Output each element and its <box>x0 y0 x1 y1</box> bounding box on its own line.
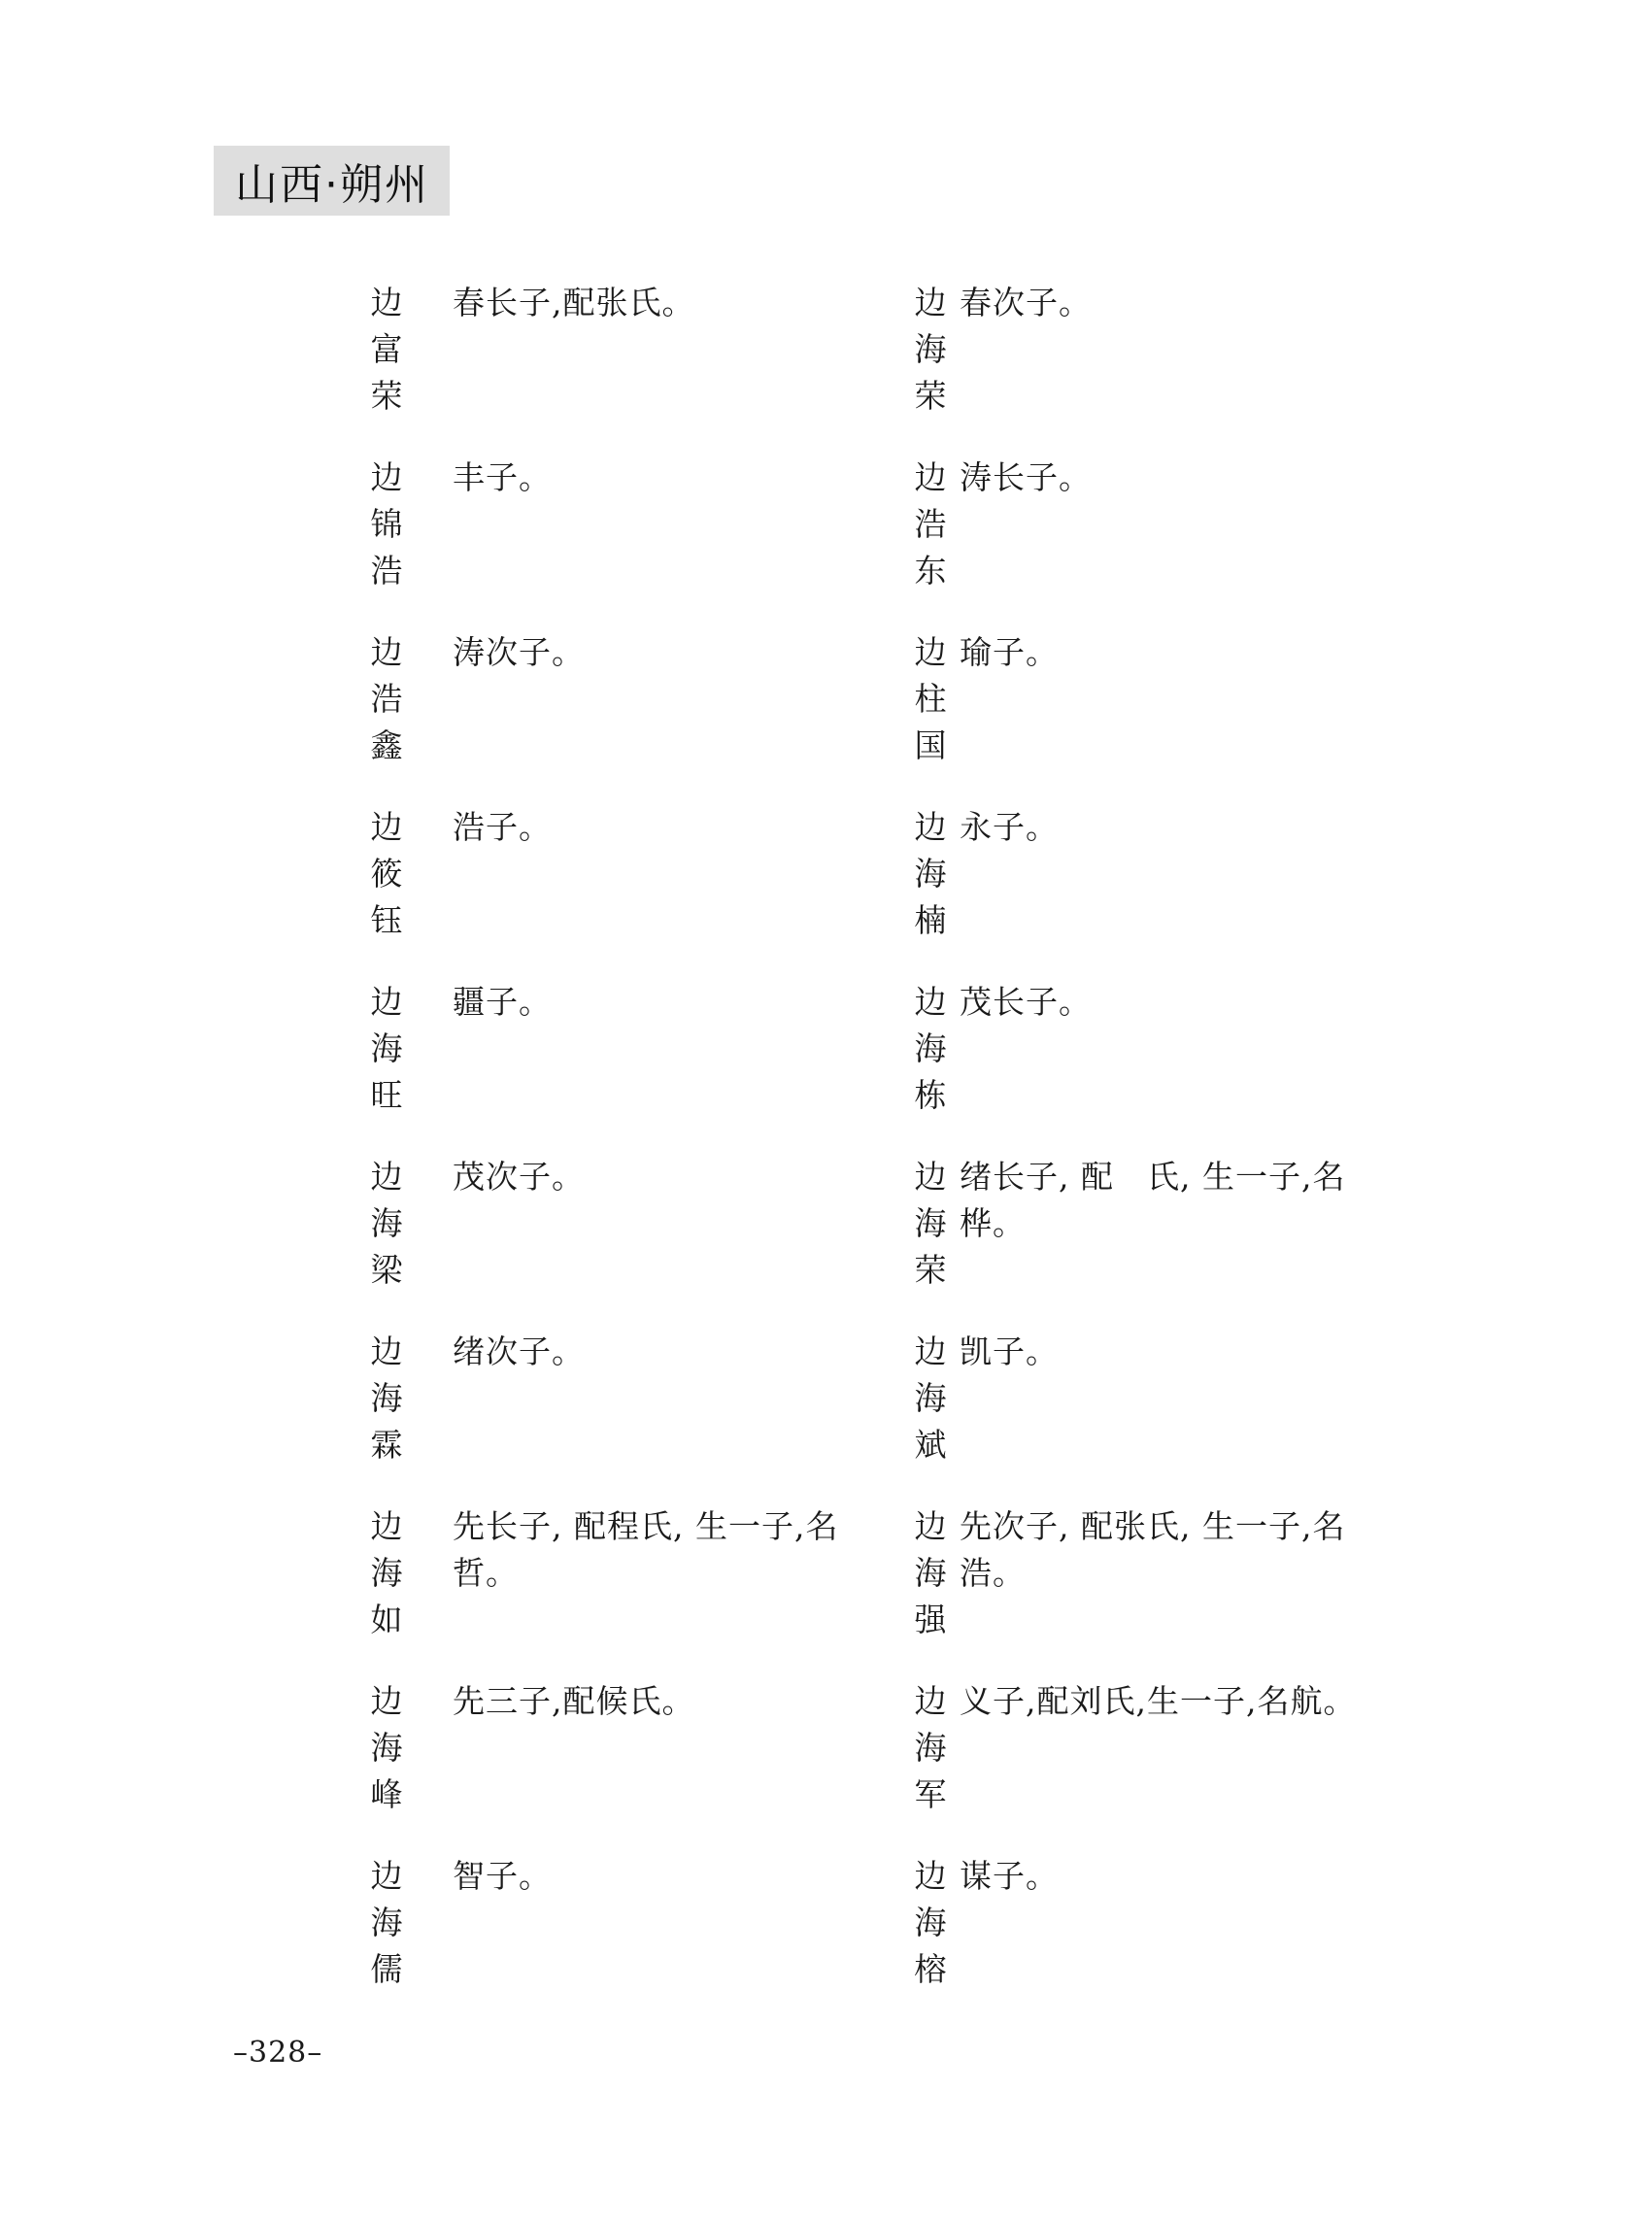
genealogy-entry <box>369 455 913 629</box>
genealogy-entry <box>913 1678 1457 1853</box>
entry-description: 永子。 <box>960 808 1059 846</box>
entry-description: 绪长子, 配 氏, 生一子,名桦。 <box>960 1158 1346 1242</box>
genealogy-entry <box>369 1154 913 1329</box>
section-title: 山西·朔州 <box>235 160 429 210</box>
entry-description: 谋子。 <box>960 1857 1059 1895</box>
entry-name: 边海旺 <box>370 983 403 1114</box>
genealogy-entry <box>913 1154 1457 1329</box>
entry-name: 边海强 <box>914 1507 947 1638</box>
genealogy-entry <box>913 1329 1457 1503</box>
entry-description: 凯子。 <box>960 1332 1059 1370</box>
genealogy-entries <box>369 280 1457 2028</box>
entry-name: 边浩鑫 <box>370 633 403 764</box>
section-header <box>214 146 450 216</box>
genealogy-entry <box>369 804 913 979</box>
entry-description: 茂长子。 <box>960 983 1092 1021</box>
entry-description: 涛次子。 <box>453 633 585 671</box>
genealogy-entry <box>913 804 1457 979</box>
entry-description: 茂次子。 <box>453 1158 585 1196</box>
entry-description: 瑜子。 <box>960 633 1059 671</box>
entry-description: 绪次子。 <box>453 1332 585 1370</box>
entry-description: 先三子,配候氏。 <box>453 1682 695 1720</box>
entry-description: 春长子,配张氏。 <box>453 284 695 321</box>
genealogy-entry <box>913 1853 1457 2028</box>
entry-description: 春次子。 <box>960 284 1092 321</box>
entry-name: 边海儒 <box>370 1857 403 1988</box>
genealogy-entry <box>369 1329 913 1503</box>
entry-name: 边海梁 <box>370 1158 403 1289</box>
genealogy-entry <box>913 979 1457 1154</box>
genealogy-entry <box>913 1503 1457 1678</box>
genealogy-entry <box>369 1503 913 1678</box>
entry-description: 智子。 <box>453 1857 552 1895</box>
entry-name: 边筱钰 <box>370 808 403 939</box>
entry-description: 丰子。 <box>453 458 552 496</box>
entry-name: 边浩东 <box>914 458 947 590</box>
entry-name: 边富荣 <box>370 284 403 415</box>
genealogy-entry <box>913 455 1457 629</box>
entry-description: 浩子。 <box>453 808 552 846</box>
genealogy-entry <box>369 979 913 1154</box>
entry-description: 先次子, 配张氏, 生一子,名浩。 <box>960 1507 1346 1592</box>
entry-description: 先长子, 配程氏, 生一子,名哲。 <box>453 1507 839 1592</box>
entry-name: 边锦浩 <box>370 458 403 590</box>
entry-description: 涛长子。 <box>960 458 1092 496</box>
entry-name: 边海霖 <box>370 1332 403 1464</box>
genealogy-entry <box>369 629 913 804</box>
entry-name: 边海榕 <box>914 1857 947 1988</box>
genealogy-entry <box>913 629 1457 804</box>
entry-description: 义子,配刘氏,生一子,名航。 <box>960 1682 1357 1720</box>
genealogy-entry <box>369 1678 913 1853</box>
entry-name: 边海荣 <box>914 1158 947 1289</box>
genealogy-entry <box>913 280 1457 455</box>
genealogy-entry <box>369 280 913 455</box>
entry-name: 边海军 <box>914 1682 947 1813</box>
entry-name: 边海栋 <box>914 983 947 1114</box>
entry-name: 边柱国 <box>914 633 947 764</box>
page-number: –328– <box>233 2036 323 2070</box>
genealogy-entry <box>369 1853 913 2028</box>
entry-description: 疆子。 <box>453 983 552 1021</box>
entry-name: 边海峰 <box>370 1682 403 1813</box>
entry-name: 边海如 <box>370 1507 403 1638</box>
entry-name: 边海荣 <box>914 284 947 415</box>
entry-name: 边海楠 <box>914 808 947 939</box>
entry-name: 边海斌 <box>914 1332 947 1464</box>
